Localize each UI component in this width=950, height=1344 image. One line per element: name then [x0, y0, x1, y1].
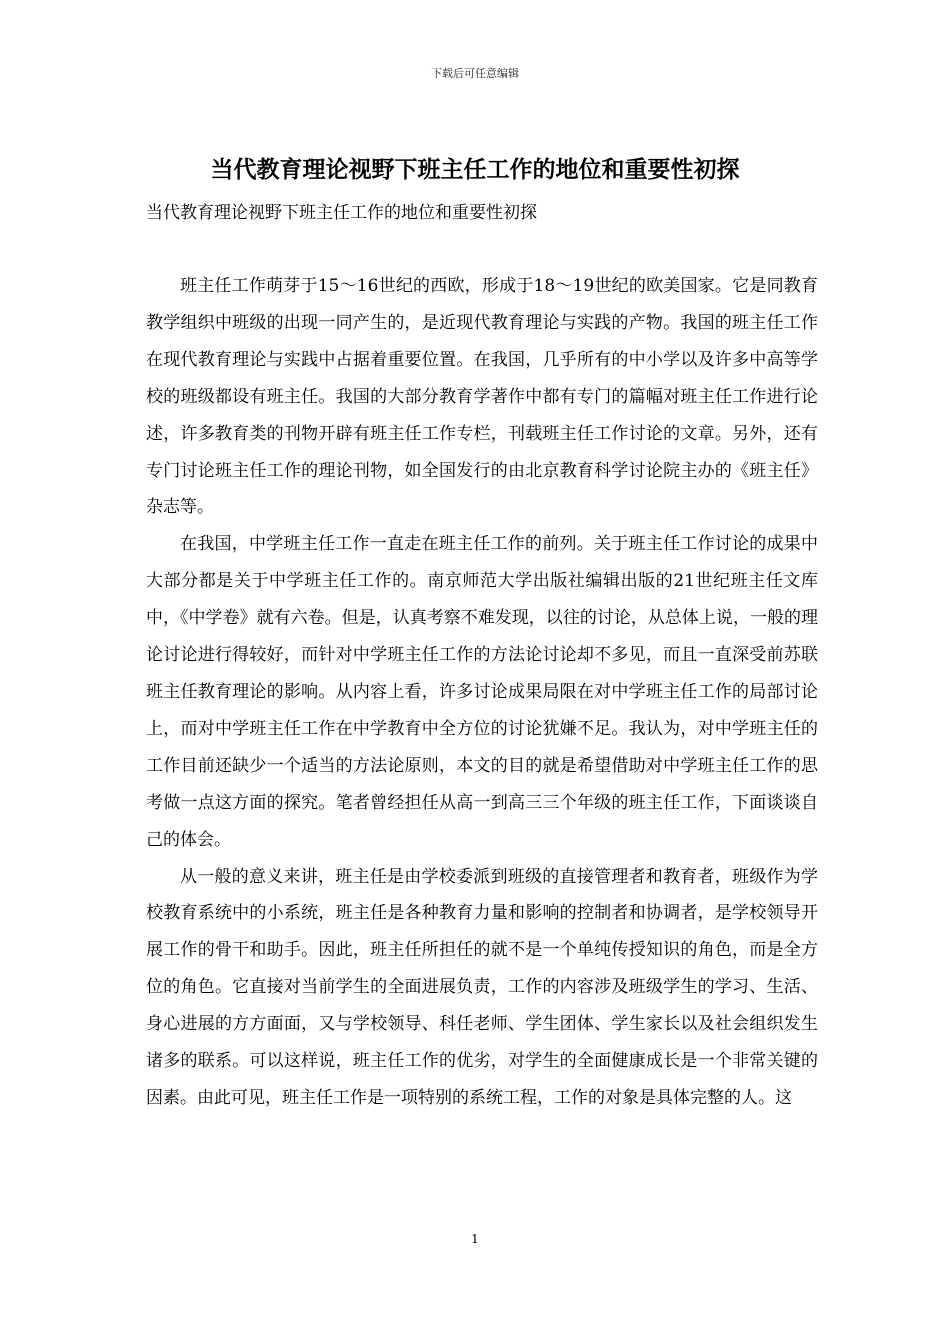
page-number: 1 — [471, 1232, 479, 1246]
document-title: 当代教育理论视野下班主任工作的地位和重要性初探 — [210, 157, 740, 183]
document-body — [146, 268, 818, 1117]
paragraph: 班主任工作萌芽于15～16世纪的西欧，形成于18～19世纪的欧美国家。它是同教育教学组织中班级的出现一同产生的，是近现代教育理论与实践的产物。我国的班主任工作在现代教育理论与实践中占据着重要位置。在我国，几乎所有的中小学以及许多中高等学校的班级都设有班主任。我国的大部分教育学著作中都有专门的篇幅对班主任工作进行论述，许多教育类的刊物开辟有班主任工作专栏，刊载班主任工作讨论的文章。另外，还有专门讨论班主任工作的理论刊物，如全国发行的由北京教育科学讨论院主办的《班主任》杂志等。 — [146, 276, 818, 518]
paragraph: 在我国，中学班主任工作一直走在班主任工作的前列。关于班主任工作讨论的成果中大部分都是关于中学班主任工作的。南京师范大学出版社编辑出版的21世纪班主任文库中，《中学卷》就有六卷。但是，认真考察不难发现，以往的讨论，从总体上说，一般的理论讨论进行得较好，而针对中学班主任工作的方法论讨论却不多见，而且一直深受前苏联班主任教育理论的影响。从内容上看，许多讨论成果局限在对中学班主任工作的局部讨论上，而对中学班主任工作在中学教育中全方位的讨论犹嫌不足。我认为，对中学班主任的工作目前还缺少一个适当的方法论原则，本文的目的就是希望借助对中学班主任工作的思考做一点这方面的探究。笔者曾经担任从高一到高三三个年级的班主任工作，下面谈谈自己的体会。 — [146, 534, 818, 850]
paragraph: 从一般的意义来讲，班主任是由学校委派到班级的直接管理者和教育者，班级作为学校教育系统中的小系统，班主任是各种教育力量和影响的控制者和协调者，是学校领导开展工作的骨干和助手。因此，班主任所担任的就不是一个单纯传授知识的角色，而是全方位的角色。它直接对当前学生的全面进展负责，工作的内容涉及班级学生的学习、生活、身心进展的方方面面，又与学校领导、科任老师、学生团体、学生家长以及社会组织发生诸多的联系。可以这样说，班主任工作的优劣，对学生的全面健康成长是一个非常关键的因素。由此可见，班主任工作是一项特别的系统工程，工作的对象是具体完整的人。这 — [146, 866, 818, 1108]
document-subtitle: 当代教育理论视野下班主任工作的地位和重要性初探 — [146, 203, 537, 223]
page-header-note: 下载后可任意编辑 — [431, 67, 519, 80]
